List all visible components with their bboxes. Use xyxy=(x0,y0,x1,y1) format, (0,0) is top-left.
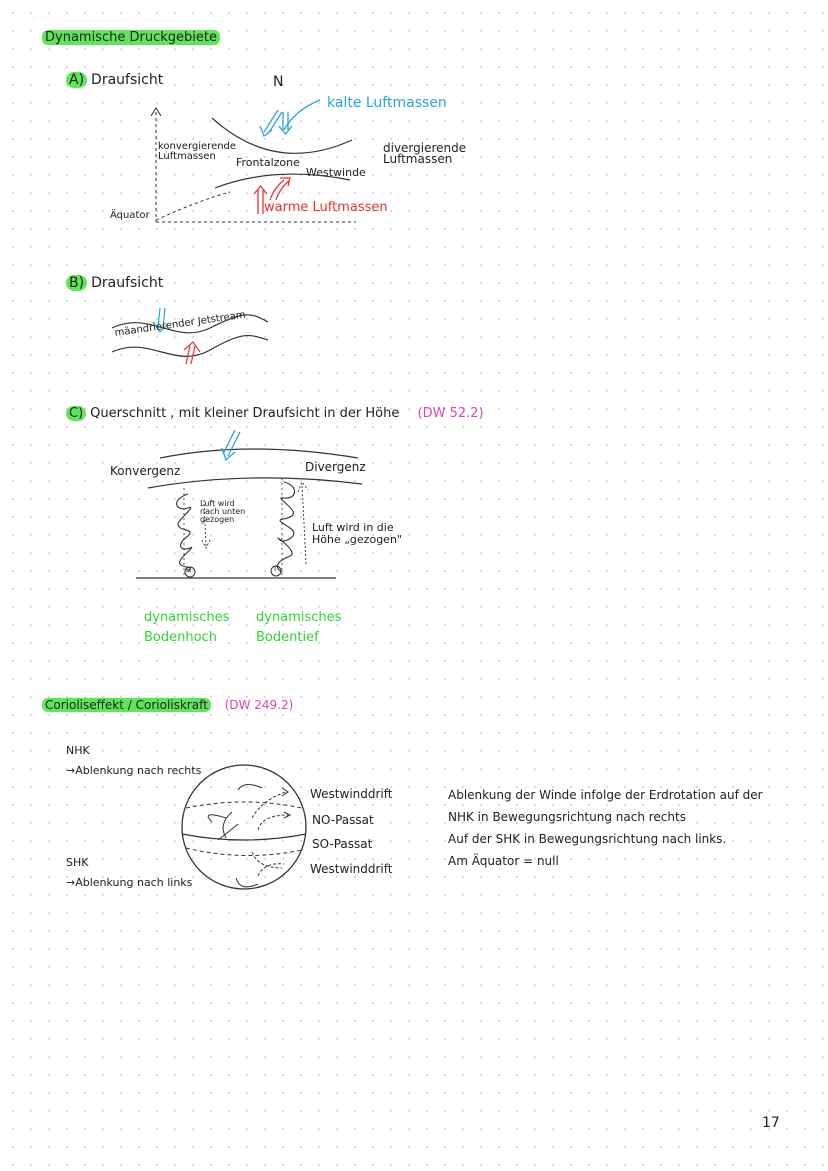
globe-wind-arrows-right xyxy=(252,792,288,876)
coriolis-title-text: Corioliseffekt / Corioliskraft xyxy=(42,698,211,712)
cold-arrow-icon-2 xyxy=(264,110,282,134)
nhk-description: →Ablenkung nach rechts xyxy=(66,764,202,777)
note-line-1: Ablenkung der Winde infolge der Erdrotation auf der xyxy=(448,788,763,802)
front-zone-label: Frontalzone xyxy=(236,156,300,169)
marker-c: C) xyxy=(66,406,86,421)
westwinds-label: Westwinde xyxy=(306,166,366,179)
subsection-b-label: Draufsicht xyxy=(91,275,164,291)
note-line-4: Am Äquator = null xyxy=(448,854,559,868)
globe-latitude-30s xyxy=(186,848,302,856)
warm-arrow-icon-2 xyxy=(270,178,290,200)
coriolis-notes xyxy=(448,784,763,872)
lower-cross-curve xyxy=(148,478,362,488)
globe-wind-arrows-poles xyxy=(236,784,262,886)
air-pulled-up-line2: Höhe „gezogen" xyxy=(312,533,402,546)
diverging-line1: divergierende xyxy=(383,141,467,155)
equator-label: Äquator xyxy=(110,210,150,221)
note-line-2: NHK in Bewegungsrichtung nach rechts xyxy=(448,810,686,824)
divergence-label: Divergenz xyxy=(305,460,366,474)
dynamic-low-line1: dynamisches xyxy=(256,610,342,625)
jet-warm-arrow-icon xyxy=(184,342,200,364)
warm-air-label: warme Luftmassen xyxy=(264,200,388,215)
subsection-c-reference: (DW 52.2) xyxy=(417,406,484,421)
jet-lower-curve xyxy=(112,336,268,357)
globe-outline xyxy=(182,765,306,889)
cold-arrow-head-icon xyxy=(260,126,272,136)
dynamic-low-label xyxy=(256,608,341,648)
cross-cold-arrow-icon xyxy=(222,430,240,460)
air-pulled-down-line1: Luft wird xyxy=(200,499,235,508)
up-arrow-icon xyxy=(298,482,308,564)
high-letter: H xyxy=(186,566,192,574)
marker-b: B) xyxy=(66,275,87,291)
low-letter: T xyxy=(273,565,278,573)
diverging-line2: Luftmassen xyxy=(383,152,453,166)
upper-cross-curve xyxy=(160,449,358,458)
dynamic-low-line2: Bodentief xyxy=(256,630,319,645)
marker-a: A) xyxy=(66,72,87,88)
subsection-c-label: Querschnitt , mit kleiner Draufsicht in der Höhe xyxy=(90,406,400,421)
dynamic-high-line1: dynamisches xyxy=(144,610,230,625)
convergence-label: Konvergenz xyxy=(110,464,181,478)
air-pulled-down-line2: nach unten xyxy=(200,507,246,516)
wind-label-westwind-south: Westwinddrift xyxy=(310,862,393,876)
cold-air-label: kalte Luftmassen xyxy=(327,95,447,111)
subsection-b-heading xyxy=(66,275,163,291)
wind-label-westwind-north: Westwinddrift xyxy=(310,787,393,801)
converging-line1: konvergierende xyxy=(158,141,237,152)
dynamic-high-line2: Bodenhoch xyxy=(144,630,217,645)
subsection-c-heading xyxy=(66,406,484,421)
air-pulled-down-line3: gezogen xyxy=(200,515,235,524)
section-title-text: Dynamische Druckgebiete xyxy=(42,30,220,45)
converging-line2: Luftmassen xyxy=(158,151,216,162)
globe-equator xyxy=(182,834,306,840)
page-number: 17 xyxy=(762,1115,780,1131)
north-label: N xyxy=(273,74,284,90)
cold-arrow-icon-3 xyxy=(279,112,292,134)
jetstream-label: mäandrierender Jetstream xyxy=(114,309,247,339)
air-pulled-up-label xyxy=(312,522,402,546)
globe-wind-arrows-left xyxy=(208,812,238,840)
air-pulled-down-label xyxy=(200,500,245,524)
equator-dashed-curve xyxy=(156,192,230,220)
cold-arrow-icon xyxy=(284,100,320,130)
upper-front-curve xyxy=(212,118,352,153)
section-title-coriolis xyxy=(42,698,293,712)
coriolis-reference: (DW 249.2) xyxy=(224,698,294,712)
note-line-3: Auf der SHK in Bewegungsrichtung nach links. xyxy=(448,832,727,846)
shk-label: SHK xyxy=(66,856,89,869)
right-spiral xyxy=(277,482,294,572)
subsection-a-label: Draufsicht xyxy=(91,72,164,88)
globe-latitude-30n xyxy=(186,802,302,808)
wind-label-so-passat: SO-Passat xyxy=(312,837,373,851)
warm-arrow-icon xyxy=(254,186,267,214)
wind-label-no-passat: NO-Passat xyxy=(312,813,374,827)
air-pulled-up-line1: Luft wird in die xyxy=(312,521,394,534)
nhk-label: NHK xyxy=(66,744,90,757)
shk-description: →Ablenkung nach links xyxy=(66,876,193,889)
dynamic-high-label xyxy=(144,608,229,648)
